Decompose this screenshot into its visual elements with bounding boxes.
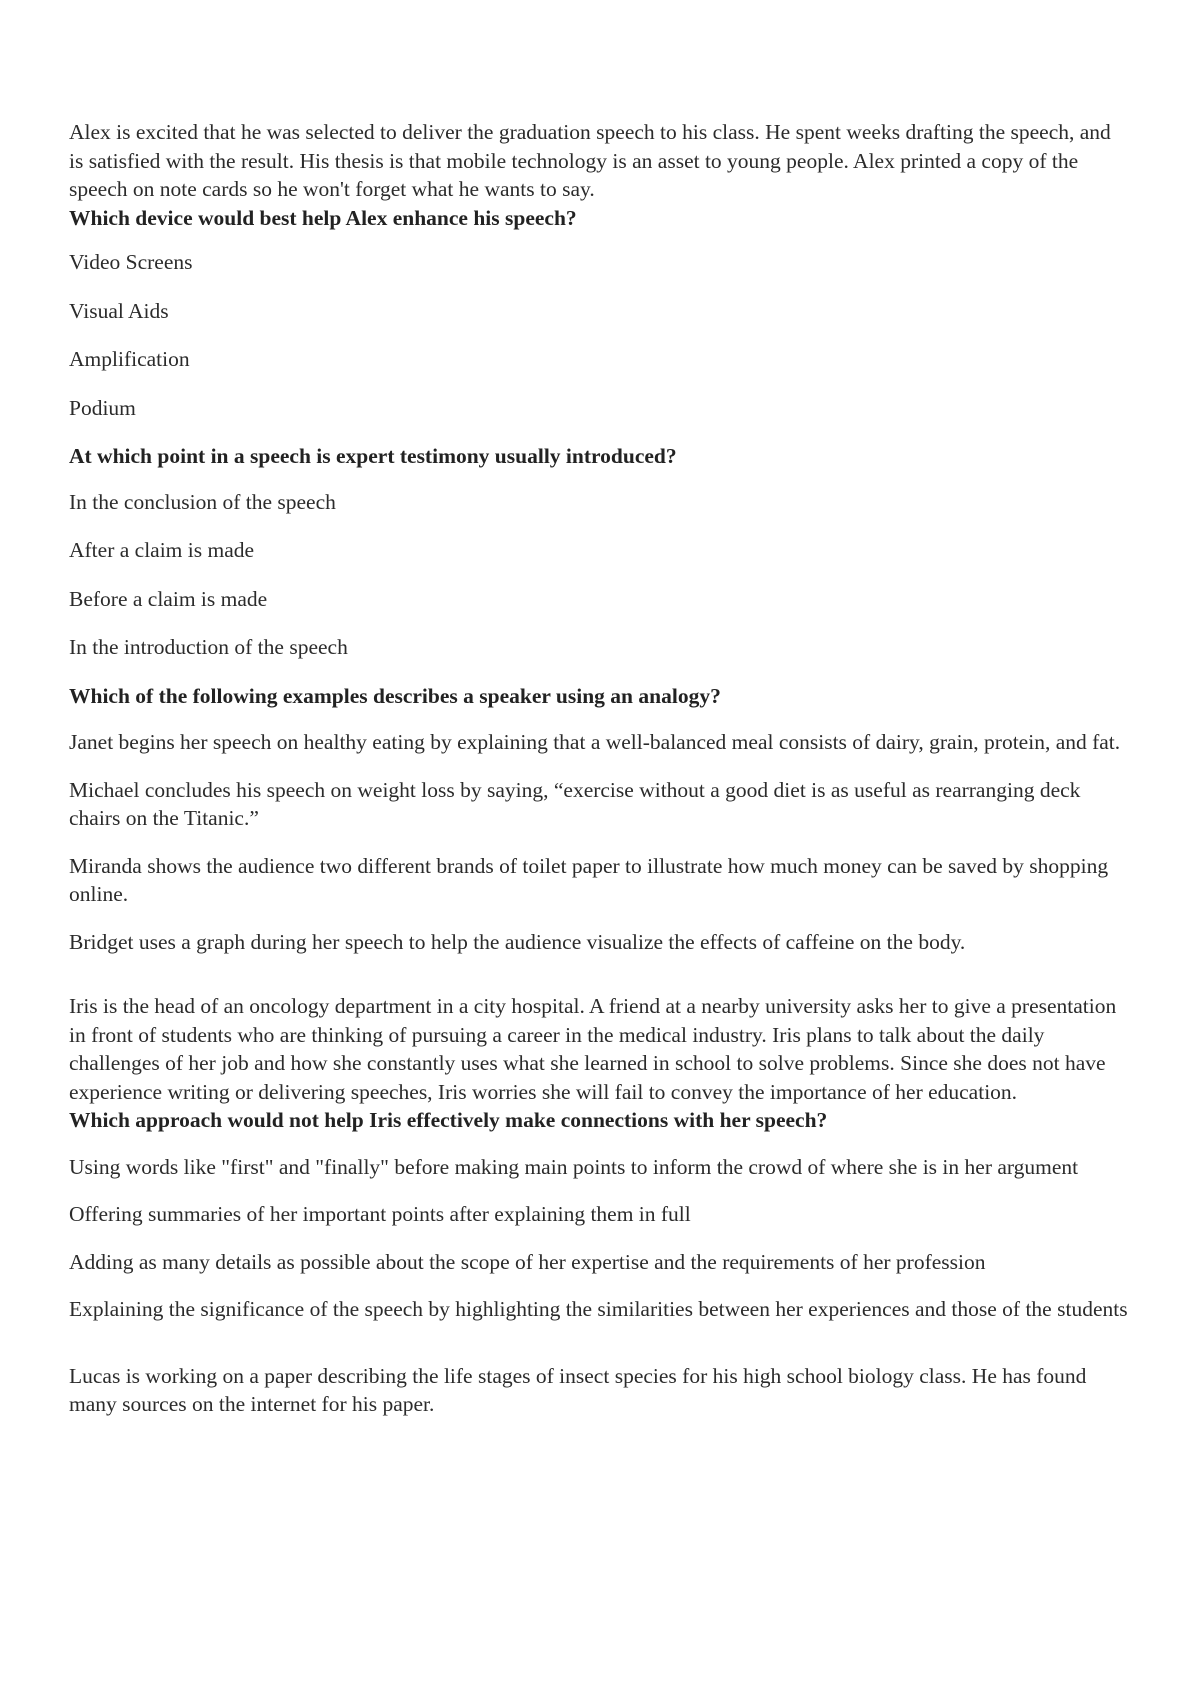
answer-option[interactable]: Bridget uses a graph during her speech to help the audience visualize the effects of caffeine on the body. bbox=[69, 929, 966, 954]
question-block-3 bbox=[69, 682, 1129, 957]
answer-option[interactable]: Miranda shows the audience two different brands of toilet paper to illustrate how much money can be saved by shopping online. bbox=[69, 853, 1109, 906]
answer-option[interactable]: Adding as many details as possible about the scope of her expertise and the requirements of her profession bbox=[69, 1249, 986, 1274]
document-page bbox=[69, 118, 1129, 1419]
answer-option[interactable]: Podium bbox=[69, 395, 136, 420]
question-block-2 bbox=[69, 442, 1129, 662]
answer-options bbox=[69, 728, 1129, 956]
question-stem: Lucas is working on a paper describing the life stages of insect species for his high school biology class. He has found many sources on the internet for his paper. bbox=[69, 1363, 1087, 1416]
question-prompt: Which device would best help Alex enhance his speech? bbox=[69, 205, 577, 230]
answer-option[interactable]: In the conclusion of the speech bbox=[69, 489, 336, 514]
question-stem: Alex is excited that he was selected to deliver the graduation speech to his class. He spent weeks drafting the speech, and is satisfied with the result. His thesis is that mobile technology is an asset to young people. Alex printed a copy of the speech on note cards so he won't forget what he wants to say. bbox=[69, 120, 1111, 201]
answer-options bbox=[69, 1153, 1129, 1324]
answer-option[interactable]: Offering summaries of her important points after explaining them in full bbox=[69, 1202, 691, 1226]
question-prompt: At which point in a speech is expert testimony usually introduced? bbox=[69, 444, 677, 468]
answer-option[interactable]: After a claim is made bbox=[69, 538, 255, 562]
answer-option[interactable]: Visual Aids bbox=[69, 298, 169, 323]
question-prompt: Which approach would not help Iris effectively make connections with her speech? bbox=[69, 1108, 828, 1132]
question-block-4 bbox=[69, 992, 1129, 1324]
answer-option[interactable]: Using words like "first" and "finally" before making main points to inform the crowd of where she is in her argument bbox=[69, 1154, 1079, 1179]
answer-option[interactable]: Explaining the significance of the speech by highlighting the similarities between her experiences and those of the students bbox=[69, 1297, 1128, 1321]
answer-option[interactable]: Amplification bbox=[69, 347, 190, 371]
question-block-1 bbox=[69, 118, 1129, 422]
answer-option[interactable]: Before a claim is made bbox=[69, 586, 268, 611]
question-block-5 bbox=[69, 1362, 1129, 1419]
question-stem: Iris is the head of an oncology department in a city hospital. A friend at a nearby university asks her to give a presentation in front of students who are thinking of pursuing a career in the medical industry. Iris plans to talk about the daily challenges of her job and how she constantly uses what she learned in school to solve problems. Since she does not have experience writing or delivering speeches, Iris worries she will fail to convey the importance of her education. bbox=[69, 994, 1117, 1104]
question-prompt: Which of the following examples describes a speaker using an analogy? bbox=[69, 683, 721, 708]
answer-options bbox=[69, 488, 1129, 662]
answer-option[interactable]: Video Screens bbox=[69, 250, 193, 274]
answer-options bbox=[69, 248, 1129, 422]
answer-option[interactable]: Michael concludes his speech on weight loss by saying, “exercise without a good diet is as useful as rearranging deck chairs on the Titanic.” bbox=[69, 777, 1081, 830]
answer-option[interactable]: In the introduction of the speech bbox=[69, 635, 348, 659]
answer-option[interactable]: Janet begins her speech on healthy eating by explaining that a well-balanced meal consists of dairy, grain, protein, and fat. bbox=[69, 730, 1121, 754]
